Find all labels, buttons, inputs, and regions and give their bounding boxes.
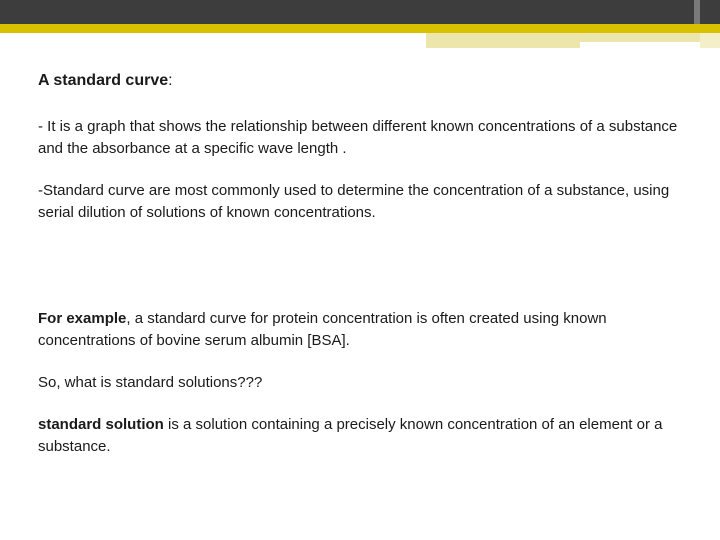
standard-solution-definition: is a solution containing a precisely known concentration of an element or a substance. (38, 416, 663, 455)
header-dark-bar (0, 0, 694, 24)
header-gold-bar (0, 24, 720, 33)
example-paragraph (38, 308, 698, 352)
header-pale-bar-short (426, 42, 580, 48)
header-pale-corner (700, 33, 720, 48)
header-pale-bar (426, 33, 720, 42)
standard-solution-paragraph (38, 414, 698, 458)
example-text: , a standard curve for protein concentration is often created using known concentrations of bovine serum albumin [BSA]. (38, 310, 607, 349)
title-colon: : (168, 72, 173, 89)
question-paragraph: So, what is standard solutions??? (38, 374, 263, 391)
standard-solution-term: standard solution (38, 416, 164, 433)
usage-paragraph: -Standard curve are most commonly used to determine the concentration of a substance, using serial dilution of solutions of known concentrations. (38, 182, 670, 221)
header-dark-bar-right (700, 0, 720, 24)
slide-body (38, 70, 698, 458)
example-label: For example (38, 310, 127, 327)
definition-paragraph: - It is a graph that shows the relationship between different known concentrations of a substance and the absorbance at a specific wave length . (38, 118, 678, 157)
slide-title (38, 70, 698, 92)
title-text: A standard curve (38, 72, 169, 89)
